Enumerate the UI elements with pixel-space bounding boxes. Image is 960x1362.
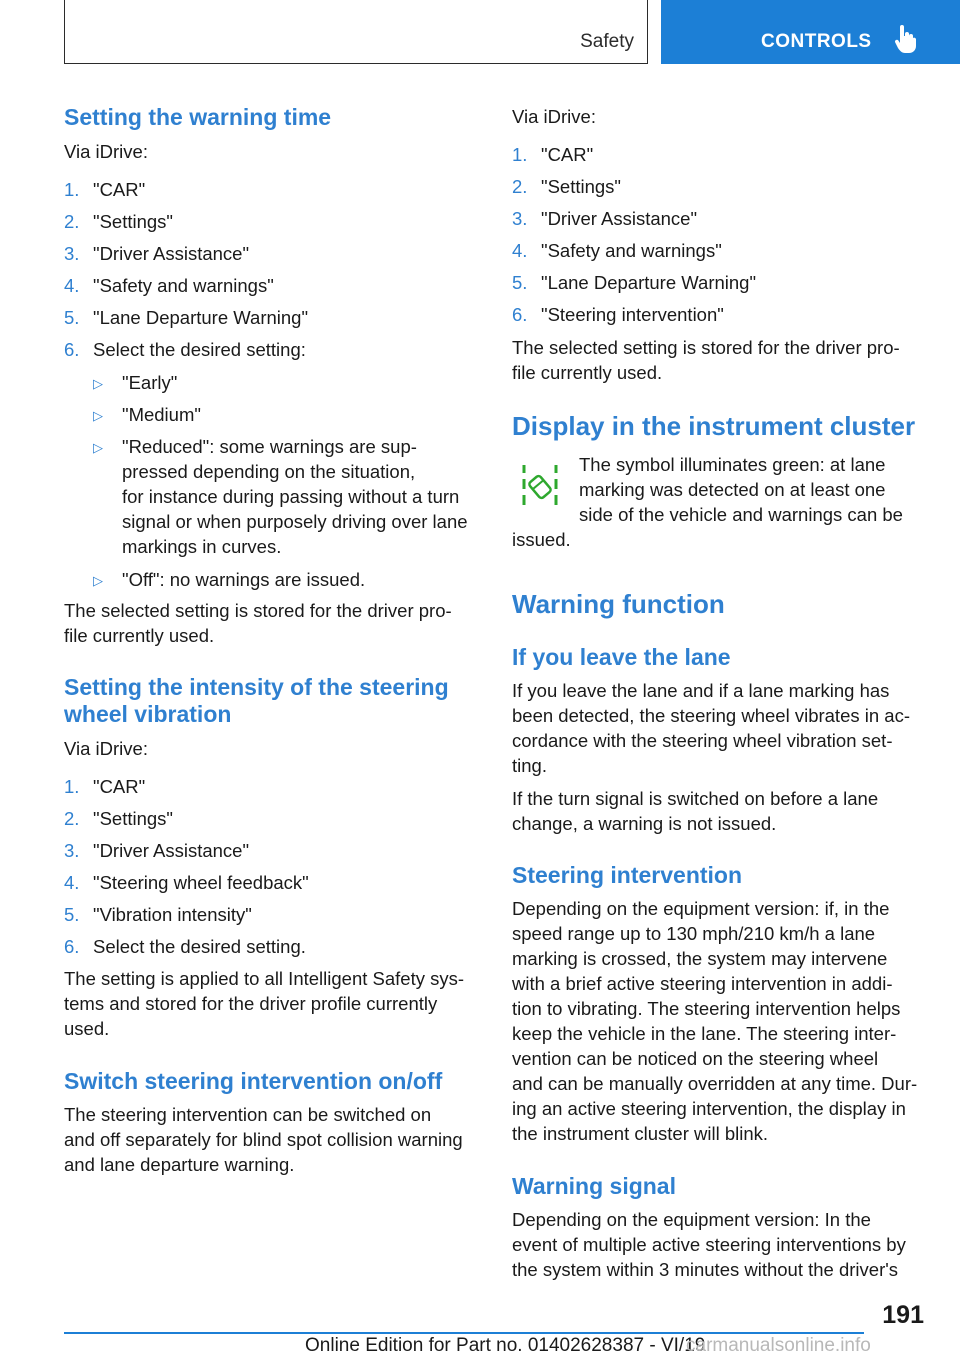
paragraph-line: cordance with the steering wheel vibration set- [512, 730, 893, 751]
paragraph-line: and off separately for blind spot collision warning [64, 1129, 463, 1150]
paragraph-line: If you leave the lane and if a lane marking has [512, 680, 890, 701]
paragraph-line: event of multiple active steering interventions by [512, 1234, 906, 1255]
paragraph-line: the instrument cluster will blink. [512, 1123, 769, 1144]
header-section-title: Safety [580, 31, 634, 52]
paragraph-line: used. [64, 1018, 110, 1039]
paragraph-line: marking was detected on at least one [579, 479, 886, 500]
heading-leave-lane: If you leave the lane [512, 644, 731, 670]
paragraph-line: Depending on the equipment version: In the [512, 1209, 871, 1230]
paragraph-line: The selected setting is stored for the driver pro- [64, 600, 452, 621]
heading-warning-function: Warning function [512, 589, 725, 619]
heading-display-cluster: Display in the instrument cluster [512, 411, 916, 441]
paragraph-line: and lane departure warning. [64, 1154, 295, 1175]
paragraph-line: tems and stored for the driver profile currently [64, 993, 438, 1014]
paragraph-line: the system within 3 minutes without the driver's [512, 1259, 899, 1280]
footer-edition-text: Online Edition for Part no. 01402628387 - VI/19 [305, 1335, 706, 1356]
paragraph-line: tion to vibrating. The steering intervention helps [512, 998, 901, 1019]
heading-steering-intervention: Steering intervention [512, 862, 743, 888]
paragraph-line: Depending on the equipment version: if, in the [512, 898, 890, 919]
paragraph-line: vention can be noticed on the steering wheel [512, 1048, 879, 1069]
paragraph-line: The selected setting is stored for the driver pro- [512, 337, 900, 358]
heading-intensity: Setting the intensity of the steering [64, 674, 449, 700]
paragraph-line: keep the vehicle in the lane. The steering inter- [512, 1023, 897, 1044]
heading-switch-intervention: Switch steering intervention on/off [64, 1068, 443, 1094]
watermark: carmanualsonline.info [686, 1335, 871, 1356]
header-chapter-title: CONTROLS [761, 31, 872, 52]
paragraph-line: file currently used. [512, 362, 663, 383]
header-section-box [64, 0, 648, 64]
heading-warning-signal: Warning signal [512, 1173, 676, 1199]
paragraph-line: ing an active steering intervention, the display in [512, 1098, 906, 1119]
paragraph-line: The setting is applied to all Intelligent Safety sys- [64, 968, 465, 989]
heading-warning-time: Setting the warning time [64, 104, 332, 130]
paragraph-line: change, a warning is not issued. [512, 813, 777, 834]
header-chapter-tab [661, 0, 960, 64]
paragraph-line: been detected, the steering wheel vibrates in ac- [512, 705, 910, 726]
via-idrive-text: Via iDrive: [64, 141, 148, 162]
paragraph-line: with a brief active steering intervention in addi- [512, 973, 893, 994]
page-number: 191 [882, 1301, 924, 1329]
pointing-hand-icon [895, 25, 917, 53]
footer-rule [64, 1332, 864, 1334]
paragraph-line: side of the vehicle and warnings can be [579, 504, 903, 525]
via-idrive-text: Via iDrive: [512, 106, 596, 127]
paragraph-line: file currently used. [64, 625, 215, 646]
paragraph-line: ting. [512, 755, 547, 776]
paragraph-line: and can be manually overridden at any time. Dur- [512, 1073, 918, 1094]
lane-departure-icon [520, 457, 560, 513]
heading-intensity-continued: wheel vibration [64, 701, 232, 727]
paragraph-line: speed range up to 130 mph/210 km/h a lane [512, 923, 876, 944]
paragraph-line: issued. [512, 529, 571, 550]
paragraph-line: The symbol illuminates green: at lane [579, 454, 886, 475]
paragraph-line: The steering intervention can be switched on [64, 1104, 432, 1125]
via-idrive-text: Via iDrive: [64, 738, 148, 759]
paragraph-line: If the turn signal is switched on before a lane [512, 788, 879, 809]
paragraph-line: marking is crossed, the system may intervene [512, 948, 888, 969]
